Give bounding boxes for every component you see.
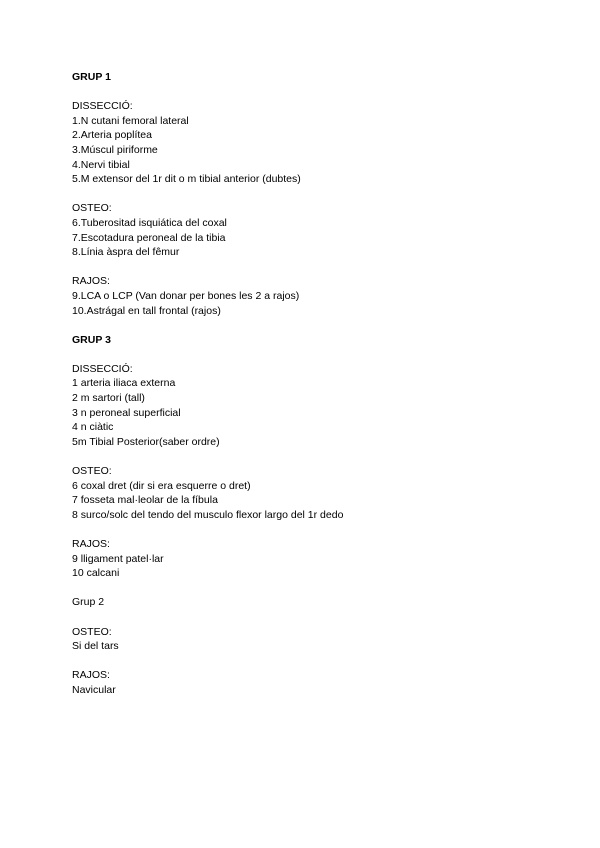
section-title: RAJOS: — [72, 275, 110, 288]
document-content — [72, 70, 572, 698]
group-title: GRUP 1 — [72, 71, 111, 83]
list-item: 4.Nervi tibial — [72, 158, 130, 171]
list-item: 6.Tuberositad isquiática del coxal — [72, 216, 227, 229]
list-item: Si del tars — [72, 640, 119, 653]
spacer — [72, 260, 572, 275]
spacer — [72, 85, 572, 100]
section-title: RAJOS: — [72, 669, 110, 682]
list-item: 7.Escotadura peroneal de la tibia — [72, 231, 226, 244]
list-item: 10.Astrágal en tall frontal (rajos) — [72, 304, 221, 317]
group-title: Grup 2 — [72, 596, 105, 609]
list-item: 4 n ciàtic — [72, 421, 114, 434]
list-item: 5.M extensor del 1r dit o m tibial anterior (dubtes) — [72, 173, 301, 186]
spacer — [72, 522, 572, 537]
list-item: 9.LCA o LCP (Van donar per bones les 2 a rajos) — [72, 289, 300, 302]
spacer — [72, 449, 572, 464]
section-title: RAJOS: — [72, 538, 110, 550]
list-item: 6 coxal dret (dir si era esquerre o dret) — [72, 479, 251, 492]
list-item: 3 n peroneal superficial — [72, 406, 181, 419]
group-title: GRUP 3 — [72, 333, 111, 346]
list-item: 1.N cutani femoral lateral — [72, 114, 189, 127]
spacer — [72, 347, 572, 362]
section-title: OSTEO: — [72, 625, 112, 638]
list-item: 10 calcani — [72, 567, 120, 580]
spacer — [72, 187, 572, 202]
list-item: 8 surco/solc del tendo del musculo flexor largo del 1r dedo — [72, 508, 344, 521]
list-item: 7 fosseta mal·leolar de la fíbula — [72, 494, 218, 507]
list-item: 9 lligament patel·lar — [72, 552, 164, 565]
spacer — [72, 654, 572, 669]
section-title: OSTEO: — [72, 202, 112, 215]
spacer — [72, 581, 572, 596]
spacer — [72, 318, 572, 333]
list-item: 8.Línia àspra del fêmur — [72, 246, 180, 259]
list-item: 1 arteria iliaca externa — [72, 377, 176, 390]
list-item: Navicular — [72, 683, 116, 696]
list-item: 3.Múscul piriforme — [72, 143, 158, 156]
list-item: 2 m sartori (tall) — [72, 392, 145, 405]
section-title: DISSECCIÓ: — [72, 100, 133, 113]
section-title: DISSECCIÓ: — [72, 362, 133, 375]
list-item: 2.Arteria poplítea — [72, 129, 152, 142]
section-title: OSTEO: — [72, 465, 112, 478]
list-item: 5m Tibial Posterior(saber ordre) — [72, 435, 220, 448]
spacer — [72, 610, 572, 625]
